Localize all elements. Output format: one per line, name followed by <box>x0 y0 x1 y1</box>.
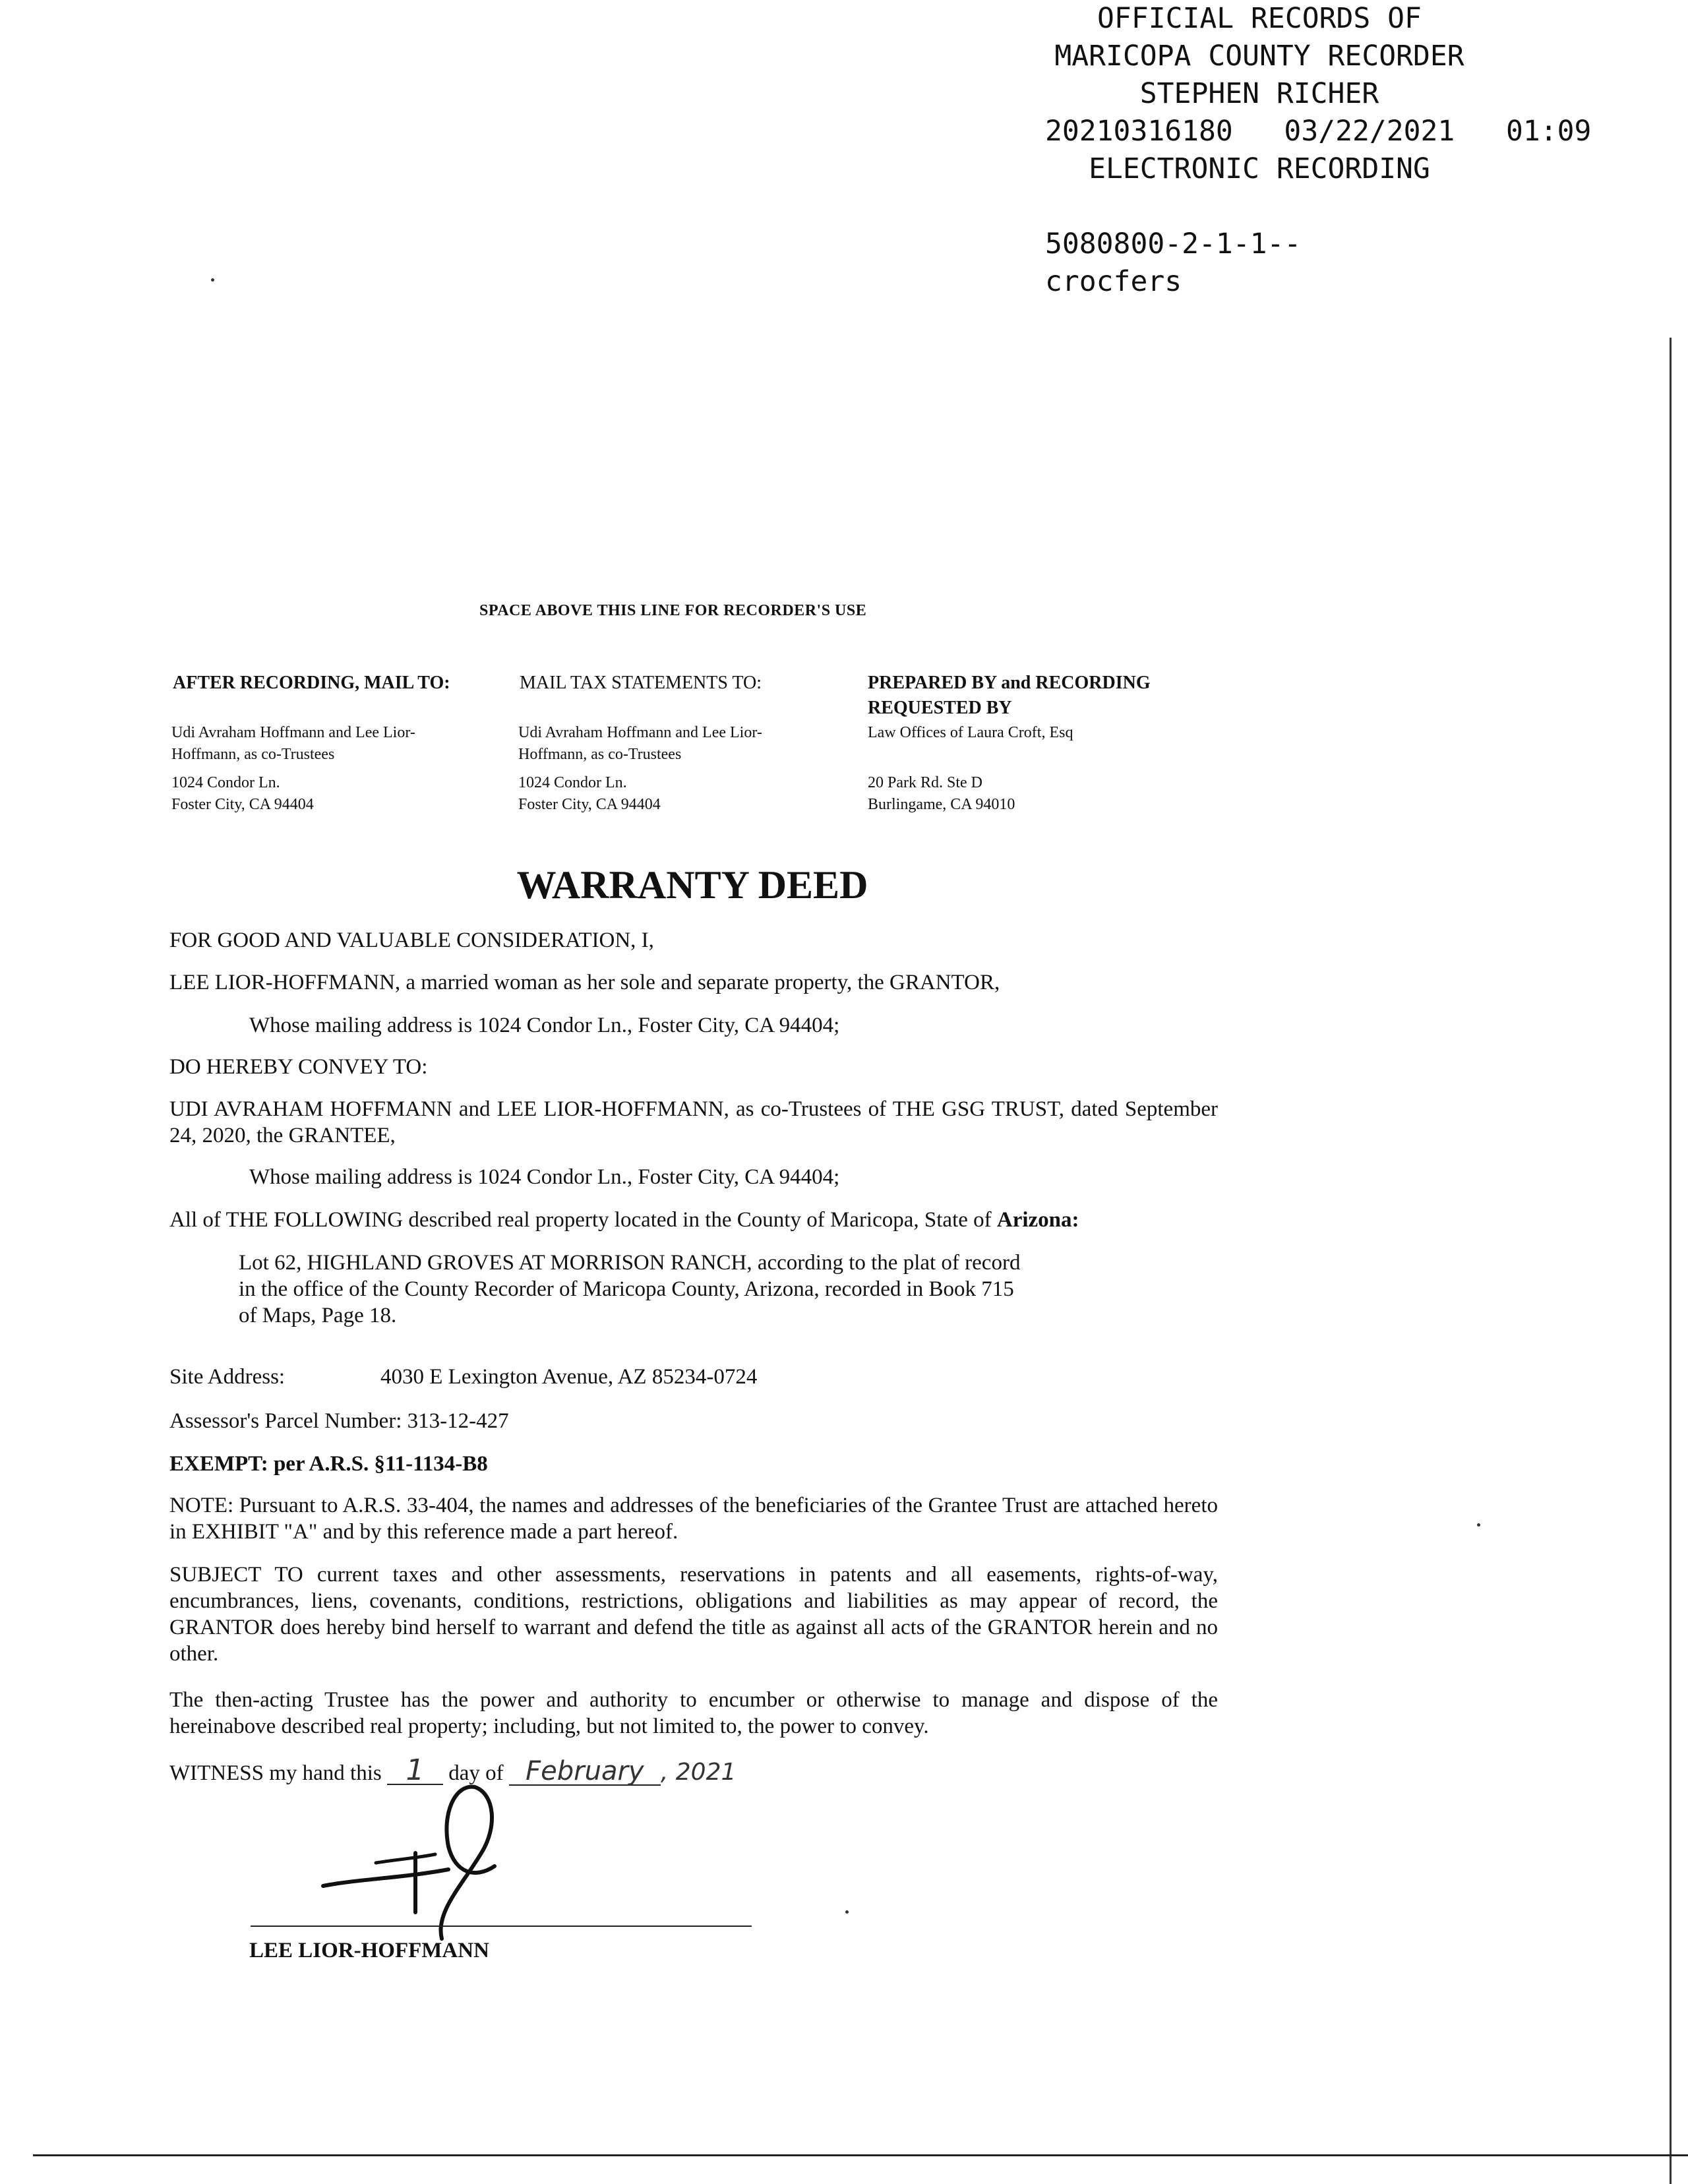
page-edge-bottom <box>33 2154 1688 2156</box>
subject-to-paragraph: SUBJECT TO current taxes and other assessments, reservations in patents and all easements, rights-of-way, encumbrances, liens, covenants, conditions, restrictions, obligations and liabilities as may appear of record, the GRANTOR does hereby bind herself to warrant and defend the title as against all acts of the GRANTOR herein and no other. <box>169 1563 1218 1666</box>
site-address-label: Site Address: <box>169 1365 286 1389</box>
grantor-clause: LEE LIOR-HOFFMANN, a married woman as her sole and separate property, the GRANTOR, <box>169 971 1000 994</box>
tax-statements-header: MAIL TAX STATEMENTS TO: <box>520 673 762 693</box>
consideration-clause: FOR GOOD AND VALUABLE CONSIDERATION, I, <box>169 928 654 952</box>
property-state: Arizona: <box>996 1208 1079 1232</box>
prepared-by-city: Burlingame, CA 94010 <box>868 796 1015 813</box>
stamp-record-number: 20210316180 03/22/2021 01:09 <box>1045 115 1592 148</box>
legal-line-1: Lot 62, HIGHLAND GROVES AT MORRISON RANCH, according to the plat of record <box>239 1251 1021 1275</box>
parcel-number: Assessor's Parcel Number: 313-12-427 <box>169 1409 509 1433</box>
site-address-value: 4030 E Lexington Avenue, AZ 85234-0724 <box>380 1365 758 1389</box>
tax-statements-address <box>518 722 861 816</box>
tax-statements-street: 1024 Condor Ln. <box>518 774 627 791</box>
grantee-address: Whose mailing address is 1024 Condor Ln., Foster City, CA 94404; <box>249 1165 840 1189</box>
note-paragraph: NOTE: Pursuant to A.R.S. 33-404, the names and addresses of the beneficiaries of the Grantee Trust are attached hereto in EXHIBIT "A" and by this reference made a part hereof. <box>169 1494 1218 1544</box>
document-title: WARRANTY DEED <box>516 863 868 907</box>
speck <box>1477 1523 1480 1527</box>
stamp-line-5: ELECTRONIC RECORDING <box>1089 152 1430 185</box>
witness-year: , 2021 <box>660 1759 737 1786</box>
speck <box>845 1910 849 1914</box>
prepared-by-address <box>868 722 1211 816</box>
stamp-line-2: MARICOPA COUNTY RECORDER <box>1054 40 1464 73</box>
after-recording-header: AFTER RECORDING, MAIL TO: <box>173 673 450 693</box>
legal-line-3: of Maps, Page 18. <box>239 1304 397 1327</box>
legal-description <box>239 1250 1020 1329</box>
prepared-by-street: 20 Park Rd. Ste D <box>868 774 982 791</box>
convey-clause: DO HEREBY CONVEY TO: <box>169 1055 428 1079</box>
stamp-code-1: 5080800-2-1-1-- <box>1045 228 1302 260</box>
speck <box>211 278 214 282</box>
witness-mid: day of <box>448 1761 504 1785</box>
requested-by-header: REQUESTED BY <box>868 698 1012 718</box>
stamp-line-1: OFFICIAL RECORDS OF <box>1097 2 1422 35</box>
after-recording-name-1: Udi Avraham Hoffmann and Lee Lior- <box>171 724 415 741</box>
grantor-address: Whose mailing address is 1024 Condor Ln., Foster City, CA 94404; <box>249 1014 840 1037</box>
stamp-code-2: crocfers <box>1045 265 1182 298</box>
stamp-line-3: STEPHEN RICHER <box>1139 77 1379 110</box>
signer-name: LEE LIOR-HOFFMANN <box>249 1939 489 1962</box>
witness-day: 1 <box>387 1757 443 1785</box>
after-recording-address <box>171 722 514 816</box>
after-recording-city: Foster City, CA 94404 <box>171 796 314 813</box>
prepared-by-name: Law Offices of Laura Croft, Esq <box>868 724 1073 741</box>
signature-line <box>251 1926 752 1927</box>
recorder-space-note: SPACE ABOVE THIS LINE FOR RECORDER'S USE <box>479 602 867 619</box>
exemption: EXEMPT: per A.R.S. §11-1134-B8 <box>169 1452 488 1476</box>
trustee-powers-paragraph: The then-acting Trustee has the power and authority to encumber or otherwise to manage and dispose of the hereinabove described real property; including, but not limited to, the power to convey. <box>169 1688 1218 1738</box>
property-intro <box>169 1207 1238 1233</box>
property-intro-text: All of THE FOLLOWING described real property located in the County of Maricopa, State of <box>169 1208 992 1232</box>
page-edge-right <box>1670 338 1672 2184</box>
tax-statements-name-1: Udi Avraham Hoffmann and Lee Lior- <box>518 724 762 741</box>
tax-statements-city: Foster City, CA 94404 <box>518 796 661 813</box>
witness-prefix: WITNESS my hand this <box>169 1761 382 1785</box>
tax-statements-name-2: Hoffmann, as co-Trustees <box>518 746 682 763</box>
after-recording-name-2: Hoffmann, as co-Trustees <box>171 746 335 763</box>
after-recording-street: 1024 Condor Ln. <box>171 774 280 791</box>
witness-month: February <box>509 1758 661 1786</box>
grantee-clause: UDI AVRAHAM HOFFMANN and LEE LIOR-HOFFMANN, as co-Trustees of THE GSG TRUST, dated September 24, 2020, the GRANTEE, <box>169 1097 1218 1147</box>
legal-line-2: in the office of the County Recorder of Maricopa County, Arizona, recorded in Book 715 <box>239 1277 1014 1301</box>
prepared-by-header: PREPARED BY and RECORDING <box>868 673 1151 693</box>
